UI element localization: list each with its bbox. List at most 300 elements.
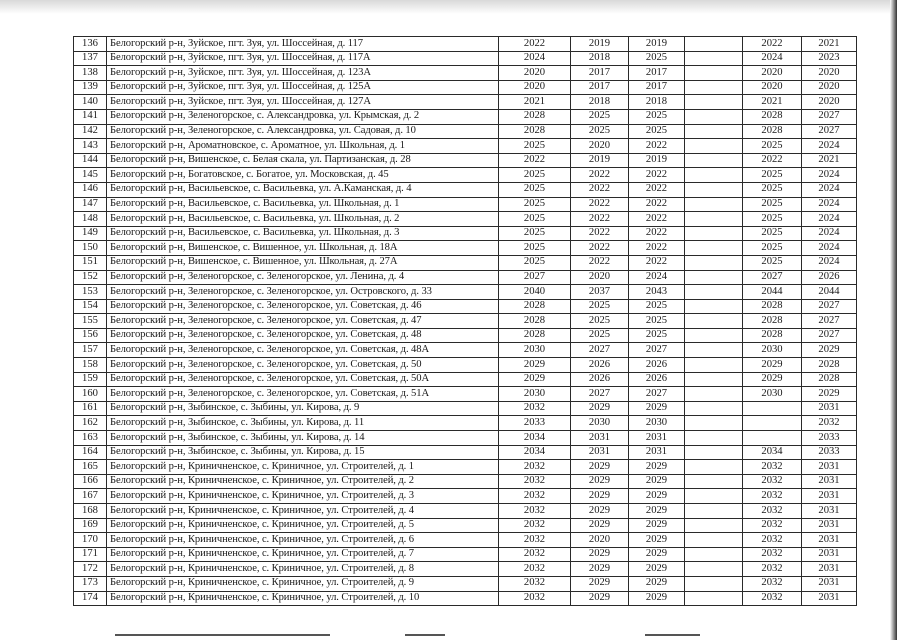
year-cell: 2026	[802, 270, 857, 285]
year-cell	[685, 445, 743, 460]
year-cell: 2027	[571, 387, 629, 402]
row-number-cell: 173	[74, 576, 107, 591]
year-cell: 2022	[629, 241, 685, 256]
year-cell: 2032	[743, 533, 802, 548]
row-number-cell: 147	[74, 197, 107, 212]
year-cell: 2020	[499, 66, 571, 81]
year-cell: 2030	[499, 387, 571, 402]
year-cell	[685, 66, 743, 81]
year-cell	[685, 270, 743, 285]
row-number-cell: 149	[74, 226, 107, 241]
address-cell: Белогорский р-н, Зеленогорское, с. Зеленогорское, ул. Советская, д. 51А	[107, 387, 499, 402]
year-cell: 2026	[629, 372, 685, 387]
row-number-cell: 160	[74, 387, 107, 402]
table-row	[74, 387, 857, 402]
year-cell: 2022	[629, 212, 685, 227]
year-cell: 2025	[743, 212, 802, 227]
year-cell: 2028	[743, 314, 802, 329]
year-cell: 2020	[571, 533, 629, 548]
year-cell	[685, 139, 743, 154]
year-cell: 2022	[629, 168, 685, 183]
year-cell	[685, 518, 743, 533]
year-cell: 2024	[499, 51, 571, 66]
table-row	[74, 182, 857, 197]
year-cell: 2021	[802, 37, 857, 52]
year-cell: 2019	[571, 153, 629, 168]
row-number-cell: 139	[74, 80, 107, 95]
year-cell: 2022	[571, 255, 629, 270]
year-cell: 2040	[499, 285, 571, 300]
address-cell: Белогорский р-н, Зеленогорское, с. Зеленогорское, ул. Ленина, д. 4	[107, 270, 499, 285]
address-cell: Белогорский р-н, Зеленогорское, с. Зеленогорское, ул. Советская, д. 50	[107, 358, 499, 373]
year-cell: 2029	[629, 591, 685, 606]
year-cell: 2034	[743, 445, 802, 460]
year-cell	[743, 401, 802, 416]
year-cell: 2029	[629, 547, 685, 562]
year-cell: 2022	[499, 37, 571, 52]
year-cell: 2024	[629, 270, 685, 285]
table-row	[74, 474, 857, 489]
year-cell: 2020	[499, 80, 571, 95]
year-cell: 2032	[802, 416, 857, 431]
year-cell: 2025	[499, 241, 571, 256]
year-cell	[685, 37, 743, 52]
year-cell: 2032	[499, 562, 571, 577]
table-row	[74, 328, 857, 343]
address-cell: Белогорский р-н, Зыбинское, с. Зыбины, ул. Кирова, д. 9	[107, 401, 499, 416]
year-cell: 2043	[629, 285, 685, 300]
year-cell: 2020	[802, 95, 857, 110]
year-cell: 2025	[571, 314, 629, 329]
address-cell: Белогорский р-н, Криничненское, с. Криничное, ул. Строителей, д. 3	[107, 489, 499, 504]
year-cell: 2032	[743, 562, 802, 577]
year-cell	[685, 343, 743, 358]
year-cell	[685, 124, 743, 139]
year-cell	[685, 460, 743, 475]
year-cell: 2026	[571, 358, 629, 373]
scan-mark	[405, 634, 445, 636]
address-cell: Белогорский р-н, Криничненское, с. Криничное, ул. Строителей, д. 9	[107, 576, 499, 591]
year-cell: 2022	[629, 197, 685, 212]
year-cell: 2028	[743, 299, 802, 314]
table-row	[74, 518, 857, 533]
table-row	[74, 241, 857, 256]
year-cell: 2022	[571, 226, 629, 241]
year-cell: 2033	[802, 445, 857, 460]
row-number-cell: 154	[74, 299, 107, 314]
year-cell: 2031	[802, 518, 857, 533]
year-cell: 2024	[802, 197, 857, 212]
row-number-cell: 156	[74, 328, 107, 343]
table-row	[74, 460, 857, 475]
year-cell: 2020	[802, 66, 857, 81]
year-cell: 2030	[571, 416, 629, 431]
year-cell: 2031	[802, 401, 857, 416]
year-cell: 2025	[571, 109, 629, 124]
year-cell: 2026	[571, 372, 629, 387]
table-row	[74, 372, 857, 387]
year-cell	[685, 328, 743, 343]
year-cell: 2018	[571, 95, 629, 110]
row-number-cell: 152	[74, 270, 107, 285]
address-cell: Белогорский р-н, Зуйское, пгт. Зуя, ул. Шоссейная, д. 117А	[107, 51, 499, 66]
year-cell: 2025	[499, 226, 571, 241]
table-row	[74, 80, 857, 95]
year-cell: 2044	[743, 285, 802, 300]
address-cell: Белогорский р-н, Васильевское, с. Васильевка, ул. Школьная, д. 3	[107, 226, 499, 241]
row-number-cell: 148	[74, 212, 107, 227]
year-cell	[685, 416, 743, 431]
table-row	[74, 591, 857, 606]
year-cell: 2029	[629, 474, 685, 489]
year-cell	[685, 95, 743, 110]
year-cell	[685, 226, 743, 241]
housing-repair-schedule-table	[73, 36, 857, 606]
year-cell: 2022	[571, 197, 629, 212]
year-cell: 2029	[802, 387, 857, 402]
year-cell: 2028	[499, 109, 571, 124]
year-cell	[685, 591, 743, 606]
year-cell: 2020	[571, 270, 629, 285]
address-cell: Белогорский р-н, Криничненское, с. Криничное, ул. Строителей, д. 8	[107, 562, 499, 577]
year-cell: 2032	[499, 474, 571, 489]
table-row	[74, 416, 857, 431]
year-cell: 2031	[802, 562, 857, 577]
year-cell: 2024	[802, 212, 857, 227]
year-cell: 2027	[802, 328, 857, 343]
row-number-cell: 136	[74, 37, 107, 52]
year-cell: 2032	[743, 547, 802, 562]
year-cell	[685, 372, 743, 387]
year-cell: 2032	[499, 460, 571, 475]
scan-shadow-top	[0, 0, 897, 14]
scan-mark	[645, 634, 700, 636]
year-cell: 2029	[499, 372, 571, 387]
year-cell: 2020	[743, 80, 802, 95]
row-number-cell: 153	[74, 285, 107, 300]
address-cell: Белогорский р-н, Зуйское, пгт. Зуя, ул. Шоссейная, д. 123А	[107, 66, 499, 81]
year-cell: 2031	[802, 576, 857, 591]
year-cell: 2024	[802, 255, 857, 270]
year-cell: 2031	[571, 445, 629, 460]
year-cell: 2029	[629, 518, 685, 533]
year-cell: 2022	[743, 153, 802, 168]
year-cell: 2034	[499, 445, 571, 460]
year-cell	[685, 299, 743, 314]
year-cell	[685, 547, 743, 562]
row-number-cell: 157	[74, 343, 107, 358]
year-cell: 2032	[499, 533, 571, 548]
address-cell: Белогорский р-н, Вишенское, с. Вишенное, ул. Школьная, д. 18А	[107, 241, 499, 256]
year-cell: 2029	[629, 576, 685, 591]
year-cell: 2027	[499, 270, 571, 285]
year-cell: 2027	[802, 109, 857, 124]
year-cell: 2027	[629, 343, 685, 358]
table-row	[74, 270, 857, 285]
year-cell: 2029	[629, 504, 685, 519]
year-cell	[685, 197, 743, 212]
year-cell: 2032	[499, 504, 571, 519]
year-cell: 2025	[743, 226, 802, 241]
table-row	[74, 153, 857, 168]
year-cell: 2032	[499, 576, 571, 591]
year-cell: 2032	[743, 518, 802, 533]
address-cell: Белогорский р-н, Васильевское, с. Васильевка, ул. Школьная, д. 1	[107, 197, 499, 212]
year-cell	[743, 431, 802, 446]
year-cell: 2032	[499, 489, 571, 504]
year-cell: 2024	[802, 226, 857, 241]
table-row	[74, 197, 857, 212]
year-cell: 2029	[571, 562, 629, 577]
year-cell: 2032	[743, 460, 802, 475]
year-cell: 2022	[629, 139, 685, 154]
year-cell: 2031	[629, 431, 685, 446]
year-cell: 2031	[629, 445, 685, 460]
year-cell: 2027	[743, 270, 802, 285]
year-cell: 2032	[743, 576, 802, 591]
year-cell: 2022	[743, 37, 802, 52]
year-cell: 2025	[499, 197, 571, 212]
address-cell: Белогорский р-н, Зуйское, пгт. Зуя, ул. Шоссейная, д. 127А	[107, 95, 499, 110]
year-cell	[685, 387, 743, 402]
scan-shadow-right	[890, 0, 897, 640]
table-row	[74, 547, 857, 562]
year-cell	[685, 401, 743, 416]
year-cell: 2025	[571, 328, 629, 343]
table-body	[74, 37, 857, 606]
year-cell: 2025	[743, 168, 802, 183]
address-cell: Белогорский р-н, Зыбинское, с. Зыбины, ул. Кирова, д. 14	[107, 431, 499, 446]
year-cell: 2025	[571, 299, 629, 314]
year-cell: 2029	[629, 489, 685, 504]
address-cell: Белогорский р-н, Зеленогорское, с. Зеленогорское, ул. Советская, д. 47	[107, 314, 499, 329]
year-cell	[685, 358, 743, 373]
year-cell	[685, 51, 743, 66]
table-row	[74, 431, 857, 446]
table-row	[74, 124, 857, 139]
address-cell: Белогорский р-н, Зыбинское, с. Зыбины, ул. Кирова, д. 15	[107, 445, 499, 460]
year-cell: 2028	[802, 372, 857, 387]
address-cell: Белогорский р-н, Зыбинское, с. Зыбины, ул. Кирова, д. 11	[107, 416, 499, 431]
year-cell: 2027	[802, 299, 857, 314]
row-number-cell: 143	[74, 139, 107, 154]
table-row	[74, 95, 857, 110]
year-cell: 2034	[499, 431, 571, 446]
year-cell: 2029	[499, 358, 571, 373]
address-cell: Белогорский р-н, Зеленогорское, с. Зеленогорское, ул. Островского, д. 33	[107, 285, 499, 300]
address-cell: Белогорский р-н, Зуйское, пгт. Зуя, ул. Шоссейная, д. 125А	[107, 80, 499, 95]
year-cell	[685, 182, 743, 197]
address-cell: Белогорский р-н, Вишенское, с. Белая скала, ул. Партизанская, д. 28	[107, 153, 499, 168]
row-number-cell: 171	[74, 547, 107, 562]
year-cell: 2031	[802, 460, 857, 475]
address-cell: Белогорский р-н, Криничненское, с. Криничное, ул. Строителей, д. 10	[107, 591, 499, 606]
table-row	[74, 299, 857, 314]
year-cell: 2017	[629, 80, 685, 95]
year-cell: 2017	[571, 80, 629, 95]
year-cell: 2027	[571, 343, 629, 358]
year-cell: 2030	[743, 343, 802, 358]
year-cell	[685, 504, 743, 519]
address-cell: Белогорский р-н, Зеленогорское, с. Зеленогорское, ул. Советская, д. 48	[107, 328, 499, 343]
year-cell: 2029	[571, 504, 629, 519]
year-cell: 2029	[571, 489, 629, 504]
year-cell: 2031	[802, 533, 857, 548]
year-cell	[685, 80, 743, 95]
year-cell: 2031	[802, 591, 857, 606]
year-cell	[685, 314, 743, 329]
year-cell	[743, 416, 802, 431]
year-cell: 2018	[571, 51, 629, 66]
year-cell: 2025	[743, 139, 802, 154]
address-cell: Белогорский р-н, Васильевское, с. Васильевка, ул. Школьная, д. 2	[107, 212, 499, 227]
year-cell: 2032	[499, 547, 571, 562]
table-row	[74, 212, 857, 227]
table-row	[74, 255, 857, 270]
row-number-cell: 161	[74, 401, 107, 416]
row-number-cell: 155	[74, 314, 107, 329]
year-cell: 2031	[802, 474, 857, 489]
year-cell	[685, 474, 743, 489]
year-cell: 2027	[629, 387, 685, 402]
year-cell	[685, 533, 743, 548]
year-cell: 2025	[499, 182, 571, 197]
table-row	[74, 401, 857, 416]
year-cell: 2024	[802, 168, 857, 183]
address-cell: Белогорский р-н, Зеленогорское, с. Зеленогорское, ул. Советская, д. 50А	[107, 372, 499, 387]
table-row	[74, 504, 857, 519]
address-cell: Белогорский р-н, Вишенское, с. Вишенное, ул. Школьная, д. 27А	[107, 255, 499, 270]
row-number-cell: 137	[74, 51, 107, 66]
year-cell: 2022	[629, 182, 685, 197]
table-row	[74, 66, 857, 81]
year-cell: 2032	[499, 401, 571, 416]
year-cell: 2017	[629, 66, 685, 81]
year-cell: 2022	[571, 182, 629, 197]
year-cell: 2025	[743, 197, 802, 212]
year-cell: 2030	[499, 343, 571, 358]
year-cell: 2025	[499, 168, 571, 183]
year-cell	[685, 255, 743, 270]
row-number-cell: 164	[74, 445, 107, 460]
year-cell: 2029	[629, 562, 685, 577]
year-cell: 2029	[571, 460, 629, 475]
year-cell: 2020	[571, 139, 629, 154]
year-cell: 2031	[802, 489, 857, 504]
row-number-cell: 140	[74, 95, 107, 110]
year-cell: 2031	[802, 547, 857, 562]
year-cell: 2029	[571, 547, 629, 562]
table-row	[74, 168, 857, 183]
year-cell: 2032	[743, 489, 802, 504]
table-row	[74, 343, 857, 358]
year-cell: 2029	[802, 343, 857, 358]
year-cell: 2025	[499, 139, 571, 154]
row-number-cell: 162	[74, 416, 107, 431]
year-cell: 2024	[802, 241, 857, 256]
table-row	[74, 109, 857, 124]
year-cell: 2021	[802, 153, 857, 168]
row-number-cell: 142	[74, 124, 107, 139]
address-cell: Белогорский р-н, Богатовское, с. Богатое, ул. Московская, д. 45	[107, 168, 499, 183]
year-cell: 2025	[499, 255, 571, 270]
year-cell: 2029	[571, 518, 629, 533]
year-cell	[685, 153, 743, 168]
year-cell: 2018	[629, 95, 685, 110]
address-cell: Белогорский р-н, Криничненское, с. Криничное, ул. Строителей, д. 7	[107, 547, 499, 562]
year-cell: 2025	[629, 328, 685, 343]
year-cell	[685, 168, 743, 183]
year-cell: 2032	[743, 504, 802, 519]
year-cell: 2022	[629, 226, 685, 241]
year-cell: 2032	[499, 518, 571, 533]
year-cell: 2028	[743, 124, 802, 139]
year-cell: 2019	[571, 37, 629, 52]
row-number-cell: 169	[74, 518, 107, 533]
year-cell: 2032	[499, 591, 571, 606]
row-number-cell: 163	[74, 431, 107, 446]
year-cell: 2021	[743, 95, 802, 110]
year-cell	[685, 212, 743, 227]
address-cell: Белогорский р-н, Криничненское, с. Криничное, ул. Строителей, д. 6	[107, 533, 499, 548]
year-cell: 2031	[571, 431, 629, 446]
year-cell: 2044	[802, 285, 857, 300]
year-cell	[685, 576, 743, 591]
year-cell: 2028	[499, 328, 571, 343]
year-cell: 2023	[802, 51, 857, 66]
address-cell: Белогорский р-н, Криничненское, с. Криничное, ул. Строителей, д. 1	[107, 460, 499, 475]
year-cell: 2029	[571, 474, 629, 489]
year-cell: 2029	[629, 533, 685, 548]
year-cell: 2027	[802, 314, 857, 329]
year-cell: 2028	[743, 328, 802, 343]
table-row	[74, 314, 857, 329]
year-cell: 2020	[802, 80, 857, 95]
scan-mark	[115, 634, 330, 636]
table-row	[74, 285, 857, 300]
year-cell	[685, 109, 743, 124]
year-cell: 2026	[629, 358, 685, 373]
year-cell: 2025	[629, 314, 685, 329]
year-cell: 2025	[629, 109, 685, 124]
year-cell: 2028	[499, 124, 571, 139]
address-cell: Белогорский р-н, Ароматновское, с. Ароматное, ул. Школьная, д. 1	[107, 139, 499, 154]
year-cell: 2020	[743, 66, 802, 81]
year-cell: 2029	[571, 576, 629, 591]
row-number-cell: 138	[74, 66, 107, 81]
year-cell: 2025	[743, 241, 802, 256]
row-number-cell: 168	[74, 504, 107, 519]
year-cell	[685, 241, 743, 256]
table-row	[74, 51, 857, 66]
row-number-cell: 150	[74, 241, 107, 256]
table-row	[74, 576, 857, 591]
year-cell: 2024	[802, 139, 857, 154]
row-number-cell: 167	[74, 489, 107, 504]
address-cell: Белогорский р-н, Зеленогорское, с. Александровка, ул. Крымская, д. 2	[107, 109, 499, 124]
year-cell: 2033	[802, 431, 857, 446]
address-cell: Белогорский р-н, Васильевское, с. Васильевка, ул. А.Каманская, д. 4	[107, 182, 499, 197]
year-cell: 2037	[571, 285, 629, 300]
address-cell: Белогорский р-н, Криничненское, с. Криничное, ул. Строителей, д. 5	[107, 518, 499, 533]
year-cell: 2019	[629, 153, 685, 168]
address-cell: Белогорский р-н, Зеленогорское, с. Зеленогорское, ул. Советская, д. 46	[107, 299, 499, 314]
year-cell: 2032	[743, 474, 802, 489]
row-number-cell: 144	[74, 153, 107, 168]
year-cell	[685, 431, 743, 446]
year-cell: 2032	[743, 591, 802, 606]
row-number-cell: 146	[74, 182, 107, 197]
